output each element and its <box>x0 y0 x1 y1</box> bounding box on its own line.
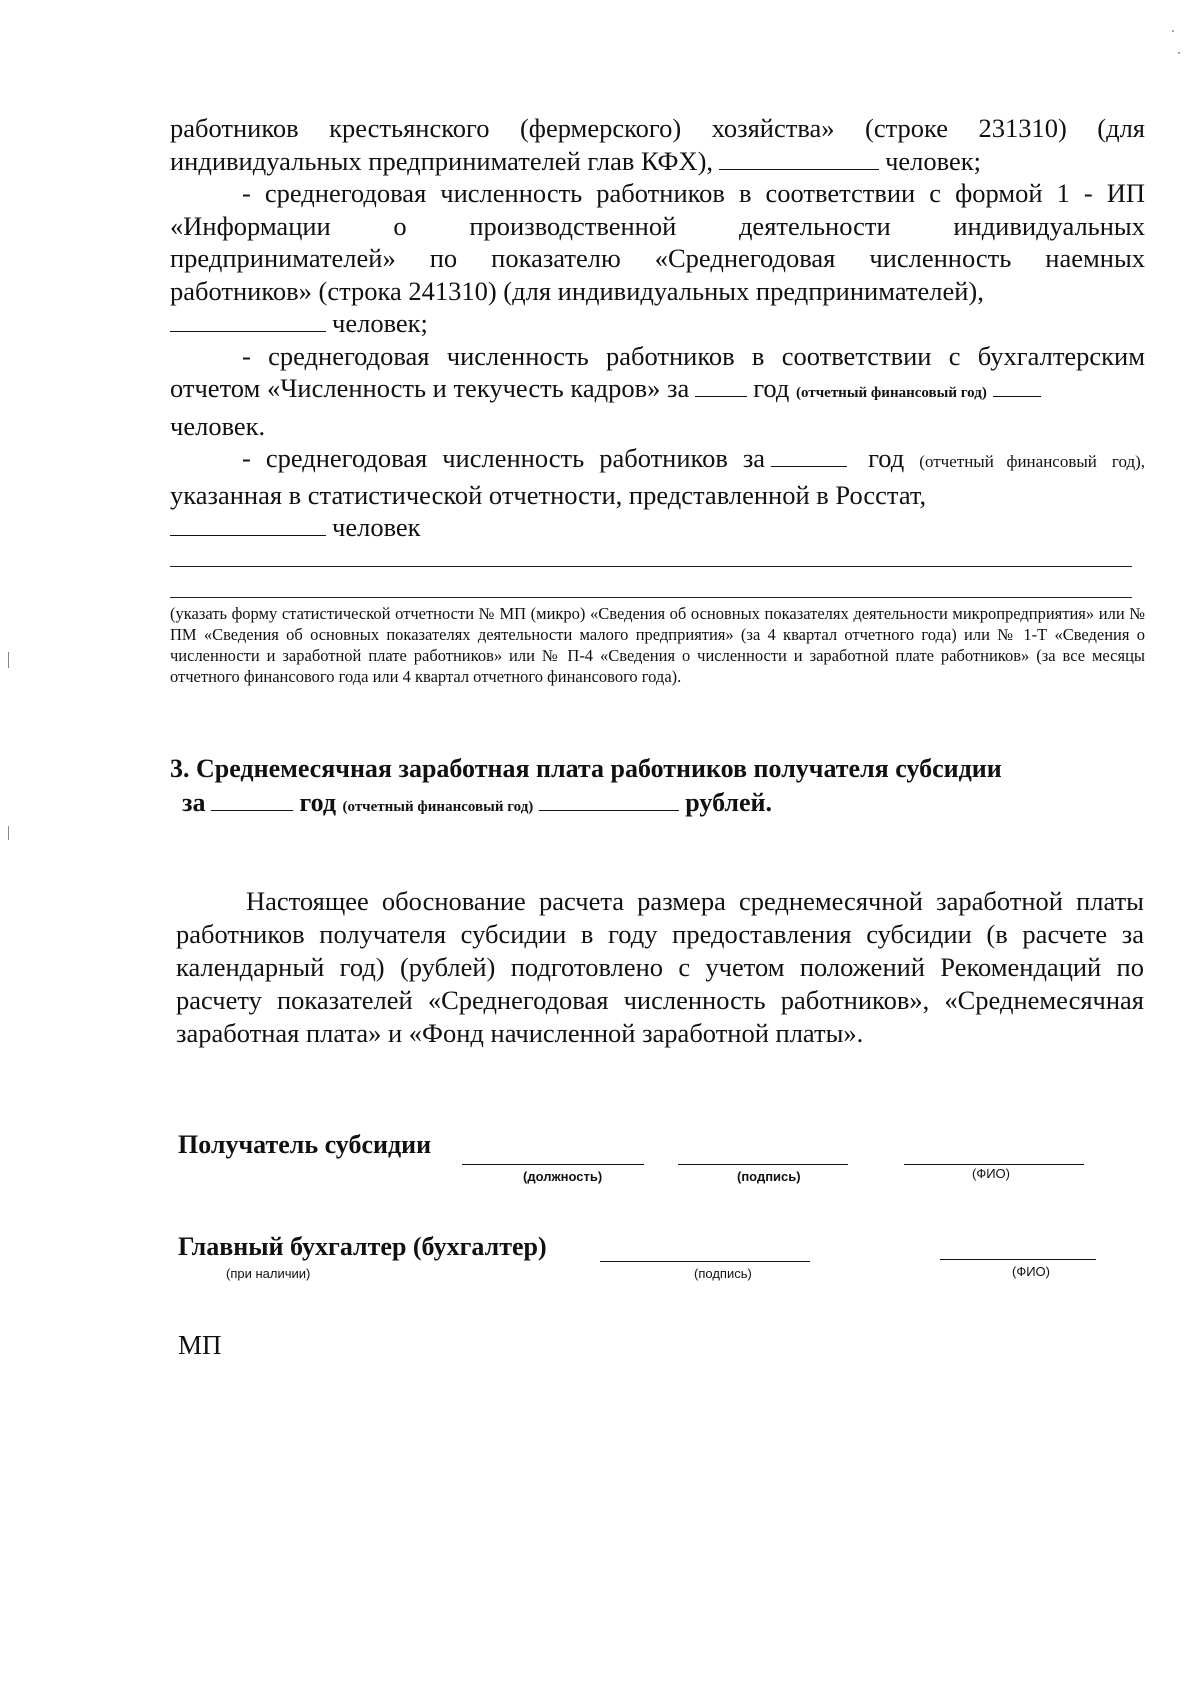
scan-speck <box>8 826 9 840</box>
scan-speck <box>1178 52 1180 54</box>
recipient-position-line <box>462 1164 644 1165</box>
fill-line-2 <box>170 597 1132 598</box>
p1-line1: работников крестьянского (фермерского) хозяйства» (строке 231310) (для <box>170 113 1145 143</box>
recipient-signature-line <box>678 1164 848 1165</box>
blank-count-2 <box>170 515 326 536</box>
justification-paragraph: Настоящее обоснование расчета размера среднемесячной заработной платы работников получателя субсидии в году предоставления субсидии (в расчете за календарный год) (рублей) подготовлено с учетом положений Рекомендаций по расчету показателей «Среднегодовая численность работников», «Среднемесячная заработная плата» и «Фонд начисленной заработной платы». <box>176 886 1144 1048</box>
accountant-fio-line <box>940 1259 1096 1260</box>
p2-text: - среднегодовая численность работников в соответствии с формой 1 - ИП «Информации о производственной деятельности индивидуальных предпринимателей» по показателю «Среднегодовая численность наемных работников» (строка 241310) (для индивидуальных предпринимателей), <box>170 178 1145 306</box>
footnote: (указать форму статистической отчетности № МП (микро) «Сведения об основных показателях деятельности микропредприятия» или № ПМ «Сведения об основных показателях деятельности малого предприятия» (за 4 квартал отчетного года) или № 1-Т «Сведения о численности и заработной плате работников» или № П-4 «Сведения о численности и заработной плате работников» (за все месяцы отчетного финансового года или 4 квартал отчетного финансового года). <box>170 604 1145 686</box>
section-3-heading <box>170 752 1145 824</box>
body-text <box>170 112 1145 544</box>
accountant-label: Главный бухгалтер (бухгалтер) <box>178 1232 547 1261</box>
cap-fio-2: (ФИО) <box>1012 1264 1050 1279</box>
p1-line2: индивидуальных предпринимателей глав КФХ), человек; <box>170 145 981 176</box>
p2-end: человек; <box>170 307 1145 340</box>
blank-salary <box>539 790 679 811</box>
blank-ip-count <box>170 311 326 332</box>
blank-count-1 <box>993 376 1041 397</box>
cap-position: (должность) <box>523 1169 603 1184</box>
p4-text: - среднегодовая численность работников за год (отчетный финансовый год), указанная в статистической отчетности, представленной в Росстат, <box>170 443 1146 510</box>
blank-year-1 <box>695 376 747 397</box>
p3-text: - среднегодовая численность работников в соответствии с бухгалтерским отчетом «Численность и текучесть кадров» за год (отчетный финансовый год) <box>170 340 1145 403</box>
section-3-line2: за год (отчетный финансовый год) рублей. <box>182 788 773 817</box>
blank-year-3 <box>211 790 293 811</box>
scan-speck <box>8 652 9 668</box>
section-3-title: 3. Среднемесячная заработная плата работников получателя субсидии <box>170 754 1002 783</box>
blank-year-2 <box>771 446 847 467</box>
cap-signature-2: (подпись) <box>694 1266 752 1281</box>
scan-speck <box>1172 30 1174 32</box>
cap-if-any: (при наличии) <box>226 1266 311 1281</box>
stamp-mark: МП <box>178 1330 222 1360</box>
fill-line-1 <box>170 566 1132 567</box>
p3-end: человек. <box>170 410 266 441</box>
cap-fio: (ФИО) <box>972 1166 1010 1181</box>
recipient-label: Получатель субсидии <box>178 1130 432 1159</box>
accountant-signature-line <box>600 1261 810 1262</box>
cap-signature: (подпись) <box>737 1169 801 1184</box>
blank-kfh-count <box>719 149 879 170</box>
p4-end: человек <box>170 511 1145 544</box>
recipient-fio-line <box>904 1164 1084 1165</box>
